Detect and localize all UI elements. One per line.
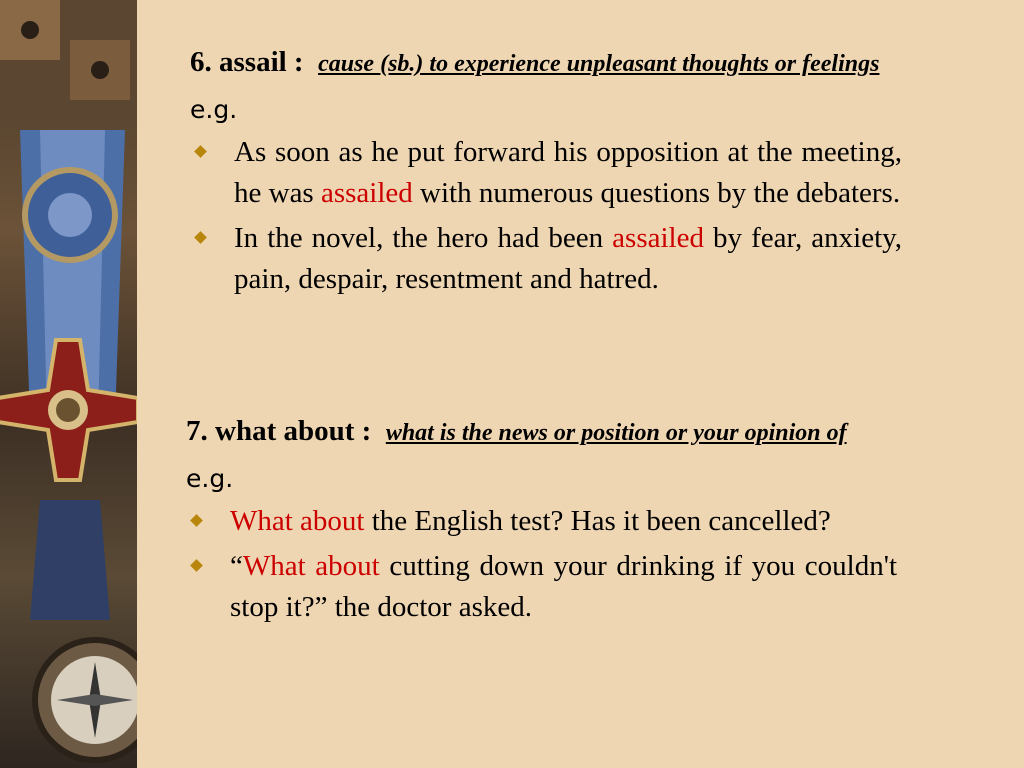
decorative-side-image [0, 0, 137, 768]
list-item [190, 218, 902, 300]
compass-icon [35, 640, 137, 760]
headword: 7. what about : [186, 415, 372, 447]
headword: 6. assail : [190, 46, 304, 78]
diamond-bullet-icon [190, 514, 203, 527]
eg-label: e.g. [186, 464, 234, 493]
example-text-after: by fear, anxiety, pain, despair, resentment and hatred. [234, 222, 902, 295]
eg-label: e.g. [190, 95, 238, 124]
list-item [190, 132, 902, 214]
list-item [186, 546, 897, 628]
example-text-after: the English test? Has it been cancelled? [364, 505, 831, 537]
example-list [190, 132, 902, 300]
example-highlight: assailed [612, 222, 704, 254]
example-highlight: What about [242, 550, 380, 582]
example-text-before: “ [230, 550, 243, 582]
example-text-after: with numerous questions by the debaters. [412, 177, 901, 209]
diamond-bullet-icon [194, 231, 207, 244]
diamond-bullet-icon [194, 145, 207, 158]
example-highlight: assailed [320, 177, 413, 209]
example-text-before: As soon as he put forward his opposition at the meeting, he was [234, 136, 902, 209]
medal-icon [0, 130, 137, 620]
entry-heading [190, 44, 902, 82]
entry-heading [186, 413, 897, 451]
example-text-after: cutting down your drinking if you couldn't stop it?” the doctor asked. [230, 550, 898, 623]
example-highlight: What about [230, 505, 365, 537]
entry-assail [190, 44, 902, 300]
definition: cause (sb.) to experience unpleasant thoughts or feelings [318, 51, 880, 77]
definition: what is the news or position or your opinion of [385, 420, 847, 446]
entry-what-about [186, 413, 897, 628]
list-item [186, 501, 897, 542]
example-text-before: In the novel, the hero had been [234, 222, 613, 254]
example-list [186, 501, 897, 628]
diamond-bullet-icon [190, 559, 203, 572]
